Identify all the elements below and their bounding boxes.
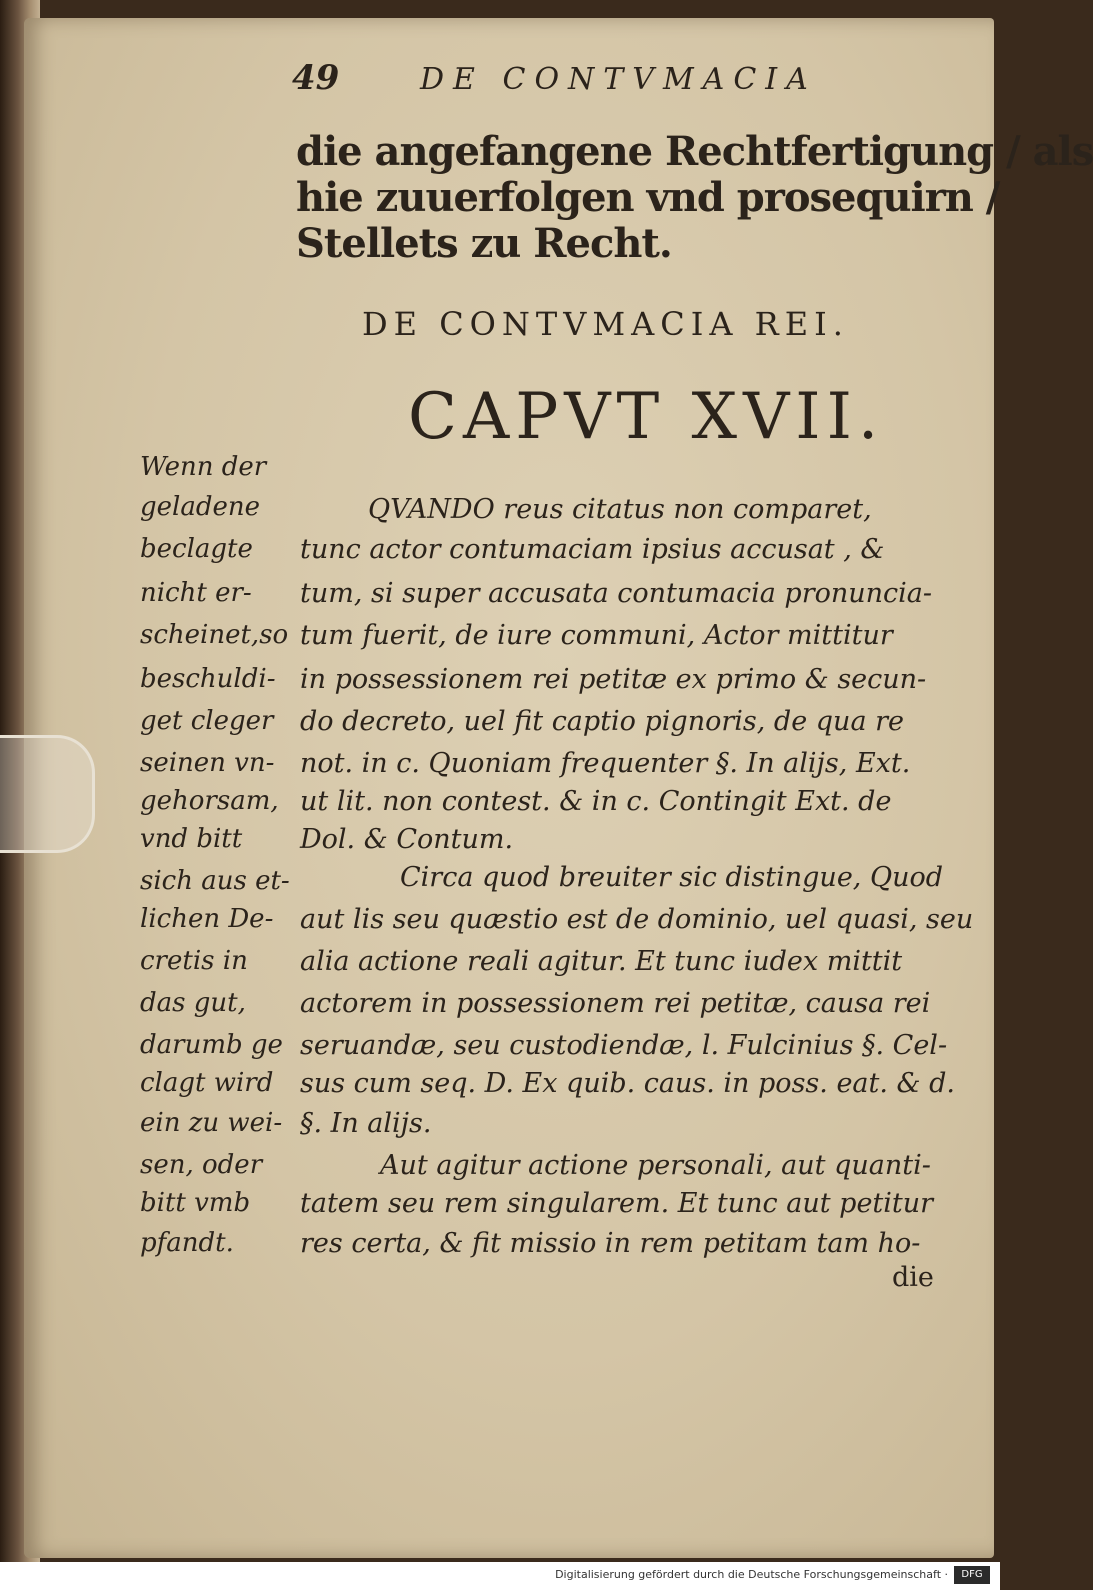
body-line: do decreto, uel fit captio pignoris, de qua re bbox=[300, 706, 905, 737]
body-line: sus cum seq. D. Ex quib. caus. in poss. eat. & d. bbox=[300, 1068, 956, 1099]
margin-note-line: cretis in bbox=[140, 946, 248, 976]
margin-note-line: get cleger bbox=[140, 706, 274, 736]
body-line: in possessionem rei petitæ ex primo & secun- bbox=[300, 664, 927, 695]
margin-note-line: beschuldi- bbox=[140, 664, 276, 694]
page-number: 49 bbox=[292, 58, 340, 98]
margin-note-line: beclagte bbox=[140, 534, 253, 564]
body-line: tum, si super accusata contumacia pronuncia- bbox=[300, 578, 933, 609]
bookmark-ribbon bbox=[0, 735, 95, 853]
margin-note-line: gehorsam, bbox=[140, 786, 279, 816]
fraktur-line: Stellets zu Recht. bbox=[296, 220, 672, 267]
dfg-logo-icon: DFG bbox=[954, 1566, 990, 1584]
margin-note-line: Wenn der bbox=[140, 452, 267, 482]
body-line: tunc actor contumaciam ipsius accusat , & bbox=[300, 534, 885, 565]
body-line: Aut agitur actione personali, aut quanti- bbox=[380, 1150, 931, 1181]
margin-note-line: nicht er- bbox=[140, 578, 252, 608]
margin-note-line: bitt vmb bbox=[140, 1188, 251, 1218]
body-line: §. In alijs. bbox=[300, 1108, 432, 1139]
footer-bar bbox=[0, 1562, 1000, 1590]
margin-note-line: clagt wird bbox=[140, 1068, 274, 1098]
fraktur-line: die angefangene Rechtfertigung / als bbox=[296, 128, 1093, 175]
body-line: aut lis seu quæstio est de dominio, uel quasi, seu bbox=[300, 904, 974, 935]
margin-note-line: sen, oder bbox=[140, 1150, 263, 1180]
body-line: alia actione reali agitur. Et tunc iudex mittit bbox=[300, 946, 903, 977]
body-line: tatem seu rem singularem. Et tunc aut petitur bbox=[300, 1188, 934, 1219]
margin-note-line: das gut, bbox=[140, 988, 246, 1018]
body-line: Circa quod breuiter sic distingue, Quod bbox=[400, 862, 944, 893]
margin-note-line: vnd bitt bbox=[140, 824, 243, 854]
fraktur-line: hie zuuerfolgen vnd prosequirn / bbox=[296, 174, 1000, 221]
body-line: not. in c. Quoniam frequenter §. In alijs, Ext. bbox=[300, 748, 911, 779]
body-line: seruandæ, seu custodiendæ, l. Fulcinius §. Cel- bbox=[300, 1030, 948, 1061]
margin-note-line: geladene bbox=[140, 492, 261, 522]
section-subheading: DE CONTVMACIA REI. bbox=[362, 305, 849, 343]
margin-note-line: lichen De- bbox=[140, 904, 274, 934]
margin-note-line: darumb ge bbox=[140, 1030, 283, 1060]
margin-note-line: sich aus et- bbox=[140, 866, 290, 896]
running-title: DE CONTVMACIA bbox=[420, 62, 817, 97]
chapter-heading: CAPVT XVII. bbox=[408, 380, 885, 454]
body-line: Dol. & Contum. bbox=[300, 824, 514, 855]
body-line: QVANDO reus citatus non comparet, bbox=[368, 494, 872, 525]
body-line: res certa, & fit missio in rem petitam tam ho- bbox=[300, 1228, 921, 1259]
footer-credit: Digitalisierung gefördert durch die Deutsche Forschungsgemeinschaft · bbox=[555, 1568, 948, 1581]
margin-note-line: seinen vn- bbox=[140, 748, 275, 778]
body-line: actorem in possessionem rei petitæ, causa rei bbox=[300, 988, 931, 1019]
body-line: ut lit. non contest. & in c. Contingit Ext. de bbox=[300, 786, 892, 817]
catchword: die bbox=[892, 1262, 934, 1293]
margin-note-line: ein zu wei- bbox=[140, 1108, 283, 1138]
body-line: tum fuerit, de iure communi, Actor mittitur bbox=[300, 620, 893, 651]
margin-note-line: scheinet,so bbox=[140, 620, 289, 650]
margin-note-line: pfandt. bbox=[140, 1228, 234, 1258]
